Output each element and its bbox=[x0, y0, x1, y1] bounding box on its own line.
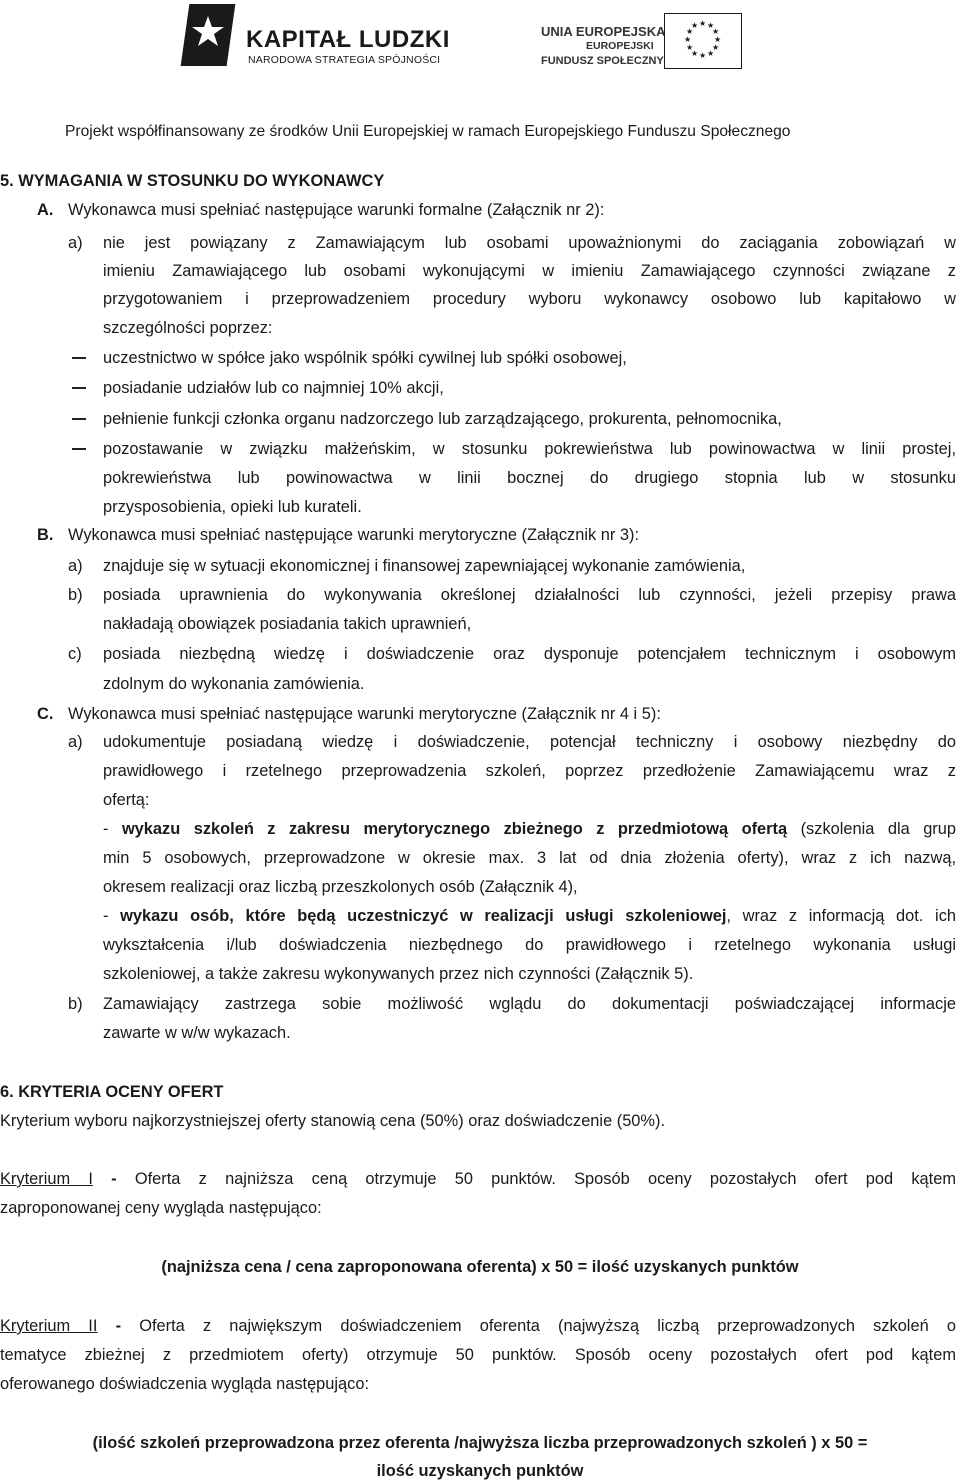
A-dash1: uczestnictwo w spółce jako wspólnik spółki cywilnej lub spółki osobowej, bbox=[103, 349, 627, 367]
dash-bullet bbox=[72, 448, 86, 450]
C-a-line2: prawidłowego i rzetelnego przeprowadzenia szkoleń, poprzez przedłożenie Zamawiającemu wraz z bbox=[103, 762, 956, 780]
kryterium2-formula-line2: ilość uzyskanych punktów bbox=[376, 1462, 584, 1480]
C-wykaz1-line2: min 5 osobowych, przeprowadzone w okresie max. 3 lat od dnia złożenia oferty), wraz z ich nazwą, bbox=[103, 849, 956, 867]
logo-left-subtitle: NARODOWA STRATEGIA SPÓJNOŚCI bbox=[248, 54, 441, 66]
kryterium2-line3: oferowanego doświadczenia wygląda następująco: bbox=[0, 1375, 370, 1393]
C-marker: C. bbox=[37, 705, 54, 723]
A-a-line3: przygotowaniem i przeprowadzeniem procedury wyboru wykonawcy osobowo lub kapitałowo w bbox=[103, 290, 956, 308]
logo-left-title: KAPITAŁ LUDZKI bbox=[246, 26, 450, 53]
B-marker: B. bbox=[37, 526, 54, 544]
A-dash3: pełnienie funkcji członka organu nadzorczego lub zarządzającego, prokurenta, pełnomocnika, bbox=[103, 410, 782, 428]
svg-text:★: ★ bbox=[712, 43, 720, 52]
svg-text:★: ★ bbox=[686, 27, 694, 36]
dash-bullet bbox=[72, 418, 86, 420]
section5-heading: 5. WYMAGANIA W STOSUNKU DO WYKONAWCY bbox=[0, 172, 385, 190]
A-dash2: posiadanie udziałów lub co najmniej 10% akcji, bbox=[103, 379, 444, 397]
star-icon bbox=[190, 14, 226, 50]
C-intro: Wykonawca musi spełniać następujące warunki merytoryczne (Załącznik nr 4 i 5): bbox=[68, 705, 661, 723]
kryterium2-label: Kryterium II bbox=[0, 1317, 98, 1335]
kryterium2-formula-line1: (ilość szkoleń przeprowadzona przez oferenta /najwyższa liczba przeprowadzonych szkoleń ) x 50 = bbox=[92, 1434, 868, 1452]
kryterium1-text: Oferta z najniższa ceną otrzymuje 50 punktów. Sposób oceny pozostałych ofert pod kątem bbox=[134, 1170, 956, 1188]
kryterium2-line2: tematyce zbieżnej z przedmiotem oferty) otrzymuje 50 punktów. Sposób oceny pozostałych ofert pod kątem bbox=[0, 1346, 956, 1364]
A-intro: Wykonawca musi spełniać następujące warunki formalne (Załącznik nr 2): bbox=[68, 201, 605, 219]
B-a-marker: a) bbox=[68, 557, 83, 575]
wykaz1-prefix: - bbox=[103, 820, 122, 838]
A-a-line4: szczególności poprzez: bbox=[103, 319, 273, 337]
svg-text:★: ★ bbox=[712, 27, 720, 36]
B-b-line1: posiada uprawnienia do wykonywania określonej działalności lub czynności, jeżeli przepisy prawa bbox=[103, 586, 956, 604]
section6-heading: 6. KRYTERIA OCENY OFERT bbox=[0, 1083, 224, 1101]
svg-text:★: ★ bbox=[714, 35, 722, 44]
svg-text:★: ★ bbox=[684, 35, 692, 44]
kryterium1-line2: zaproponowanej ceny wygląda następująco: bbox=[0, 1199, 322, 1217]
A-a-marker: a) bbox=[68, 234, 83, 252]
A-dash4-line3: przysposobienia, opieki lub kurateli. bbox=[103, 498, 362, 516]
C-b-line1: Zamawiający zastrzega sobie możliwość wglądu do dokumentacji poświadczającej informacje bbox=[103, 995, 956, 1013]
wykaz1-bold: wykazu szkoleń z zakresu merytorycznego zbieżnego z przedmiotową ofertą bbox=[121, 820, 788, 838]
A-dash4-line1: pozostawanie w związku małżeńskim, w stosunku pokrewieństwa lub powinowactwa w linii prostej, bbox=[103, 440, 956, 458]
C-a-line1: udokumentuje posiadaną wiedzę i doświadczenie, potencjał techniczny i osobowy niezbędny do bbox=[103, 733, 956, 751]
svg-text:★: ★ bbox=[699, 19, 707, 28]
C-wykaz2-line3: szkoleniowej, a także zakresu wykonywanych przez nich czynności (Załącznik 5). bbox=[103, 965, 694, 983]
B-b-marker: b) bbox=[68, 586, 83, 604]
eu-flag-icon bbox=[664, 13, 742, 69]
kryterium1-formula: (najniższa cena / cena zaproponowana oferenta) x 50 = ilość uzyskanych punktów bbox=[161, 1258, 799, 1276]
wykaz1-rest: (szkolenia dla grup bbox=[787, 820, 957, 838]
svg-text:★: ★ bbox=[686, 43, 694, 52]
C-wykaz1-line3: okresem realizacji oraz liczbą przeszkolonych osób (Załącznik 4), bbox=[103, 878, 578, 896]
kryterium2-line1 bbox=[0, 1316, 956, 1336]
svg-text:★: ★ bbox=[699, 51, 707, 60]
A-a-line1: nie jest powiązany z Zamawiającym lub osobami upoważnionymi do zaciągania zobowiązań w bbox=[103, 234, 956, 252]
wykaz2-rest: , wraz z informacją dot. ich bbox=[726, 907, 957, 925]
logo-right-line2: EUROPEJSKI bbox=[586, 40, 654, 52]
kryterium1-label: Kryterium I bbox=[0, 1170, 93, 1188]
C-wykaz2-line2: wykształcenia i/lub doświadczenia niezbędnego do prawidłowego i rzetelnego wykonania usługi bbox=[103, 936, 956, 954]
B-c-line1: posiada niezbędną wiedzę i doświadczenie oraz dysponuje potencjałem technicznym i osobowym bbox=[103, 645, 956, 663]
B-c-line2: zdolnym do wykonania zamówienia. bbox=[103, 675, 365, 693]
wykaz2-bold: wykazu osób, które będą uczestniczyć w realizacji usługi szkoleniowej bbox=[120, 907, 727, 925]
wykaz2-prefix: - bbox=[103, 907, 121, 925]
B-b-line2: nakładają obowiązek posiadania takich uprawnień, bbox=[103, 615, 472, 633]
C-b-line2: zawarte w w/w wykazach. bbox=[103, 1024, 291, 1042]
C-wykaz1-line1 bbox=[103, 819, 956, 839]
section6-intro: Kryterium wyboru najkorzystniejszej oferty stanowią cena (50%) oraz doświadczenie (50%). bbox=[0, 1112, 666, 1130]
svg-text:★: ★ bbox=[707, 49, 715, 58]
B-a-line1: znajduje się w sytuacji ekonomicznej i finansowej zapewniającej wykonanie zamówienia, bbox=[103, 557, 746, 575]
kryterium1-sep: - bbox=[92, 1170, 135, 1188]
C-b-marker: b) bbox=[68, 995, 83, 1013]
kryterium1-line1 bbox=[0, 1169, 956, 1189]
svg-text:★: ★ bbox=[691, 49, 699, 58]
dash-bullet bbox=[72, 357, 86, 359]
A-a-line2: imieniu Zamawiającego lub osobami wykonującymi w imieniu Zamawiającego czynności związane z bbox=[103, 262, 956, 280]
A-dash4-line2: pokrewieństwa lub powinowactwa w linii bocznej do drugiego stopnia lub w stosunku bbox=[103, 469, 956, 487]
svg-text:★: ★ bbox=[707, 21, 715, 30]
logo-right-line1: UNIA EUROPEJSKA bbox=[541, 24, 666, 39]
project-cofinancing-line: Projekt współfinansowany ze środków Unii Europejskiej w ramach Europejskiego Funduszu Społecznego bbox=[65, 123, 791, 140]
dash-bullet bbox=[72, 387, 86, 389]
C-a-line3: ofertą: bbox=[103, 791, 150, 809]
B-c-marker: c) bbox=[68, 645, 82, 663]
logo-right-line3: FUNDUSZ SPOŁECZNY bbox=[541, 55, 664, 67]
C-a-marker: a) bbox=[68, 733, 83, 751]
kryterium2-text: Oferta z największym doświadczeniem oferenta (najwyższą liczbą przeprowadzonych szkoleń o bbox=[139, 1317, 956, 1335]
B-intro: Wykonawca musi spełniać następujące warunki merytoryczne (Załącznik nr 3): bbox=[68, 526, 640, 544]
svg-text:★: ★ bbox=[691, 21, 699, 30]
kryterium2-sep: - bbox=[97, 1317, 140, 1335]
C-wykaz2-line1 bbox=[103, 906, 956, 926]
A-marker: A. bbox=[37, 201, 54, 219]
